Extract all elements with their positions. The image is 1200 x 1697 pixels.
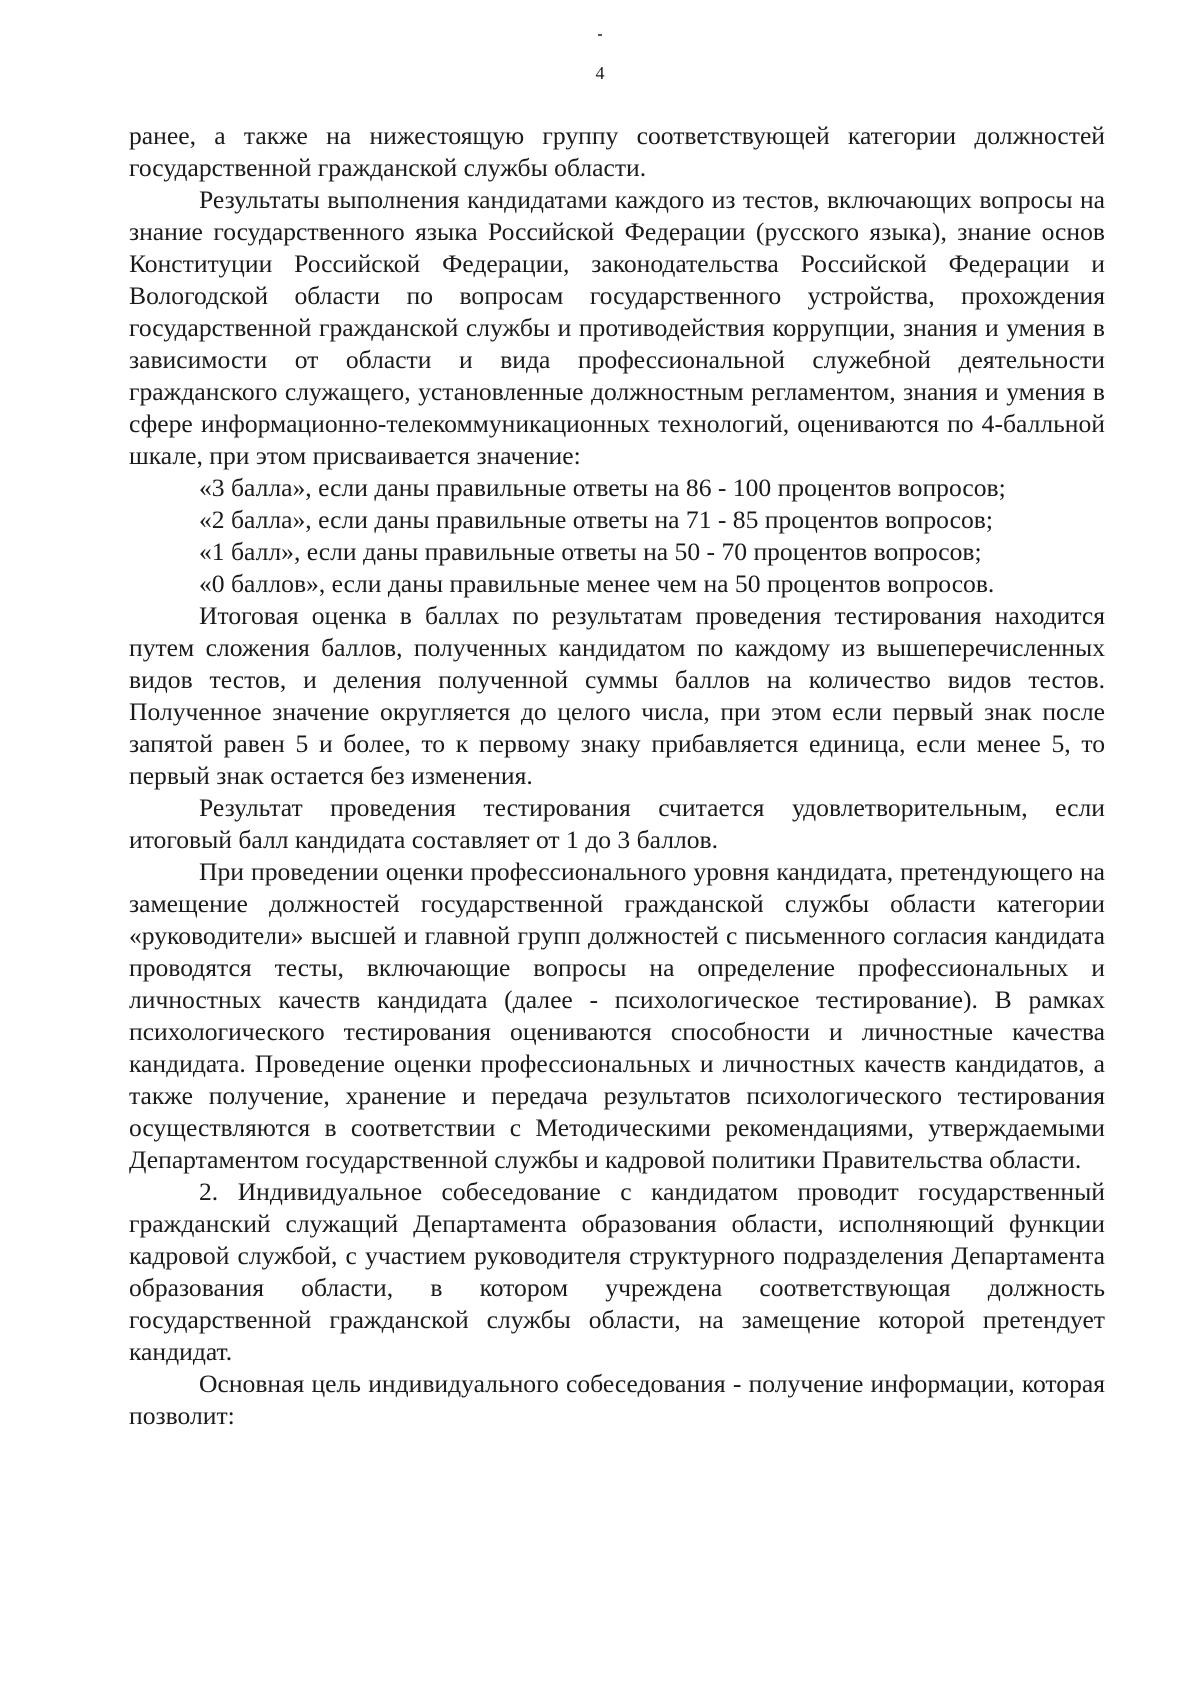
scan-speck [598, 34, 602, 36]
paragraph-continuation: ранее, а также на нижестоящую группу соответствующей категории должностей государственной гражданской службы области. [129, 121, 1105, 182]
paragraph-interview-goal: Основная цель индивидуального собеседования - получение информации, которая позволит: [129, 1369, 1105, 1430]
page-number: 4 [595, 63, 605, 83]
score-scale-item: «0 баллов», если даны правильные менее чем на 50 процентов вопросов. [199, 569, 995, 598]
score-scale-item: «2 балла», если даны правильные ответы на 71 - 85 процентов вопросов; [199, 505, 993, 534]
paragraph-interview: 2. Индивидуальное собеседование с кандидатом проводит государственный гражданский служащий Департамента образования области, исполняющий функции кадровой службой, с участием руководителя структурного подразделения Департамента образования области, в котором учреждена соответствующая должность государственной гражданской службы области, на замещение которой претендует кандидат. [129, 1177, 1105, 1366]
paragraph-satisfactory-result: Результат проведения тестирования считается удовлетворительным, если итоговый балл кандидата составляет от 1 до 3 баллов. [129, 793, 1105, 854]
paragraph-psychological-testing: При проведении оценки профессионального уровня кандидата, претендующего на замещение должностей государственной гражданской службы области категории «руководители» высшей и главной групп должностей с письменного согласия кандидата проводятся тесты, включающие вопросы на определение профессиональных и личностных качеств кандидата (далее - психологическое тестирование). В рамках психологического тестирования оцениваются способности и личностные качества кандидата. Проведение оценки профессиональных и личностных качеств кандидатов, а также получение, хранение и передача результатов психологического тестирования осуществляются в соответствии с Методическими рекомендациями, утверждаемыми Департаментом государственной службы и кадровой политики Правительства области. [129, 857, 1105, 1174]
paragraph-final-score: Итоговая оценка в баллах по результатам проведения тестирования находится путем сложения баллов, полученных кандидатом по каждому из вышеперечисленных видов тестов, и деления полученной суммы баллов на количество видов тестов. Полученное значение округляется до целого числа, при этом если первый знак после запятой равен 5 и более, то к первому знаку прибавляется единица, если менее 5, то первый знак остается без изменения. [129, 601, 1105, 790]
document-body [129, 120, 1105, 1432]
paragraph-test-results: Результаты выполнения кандидатами каждого из тестов, включающих вопросы на знание государственного языка Российской Федерации (русского языка), знание основ Конституции Российской Федерации, законодательства Российской Федерации и Вологодской области по вопросам государственного устройства, прохождения государственной гражданской службы и противодействия коррупции, знания и умения в зависимости от области и вида профессиональной служебной деятельности гражданского служащего, установленные должностным регламентом, знания и умения в сфере информационно-телекоммуникационных технологий, оцениваются по 4-балльной шкале, при этом присваивается значение: [129, 185, 1105, 470]
score-scale-item: «3 балла», если даны правильные ответы на 86 - 100 процентов вопросов; [199, 473, 1006, 502]
score-scale-item: «1 балл», если даны правильные ответы на 50 - 70 процентов вопросов; [199, 537, 982, 566]
